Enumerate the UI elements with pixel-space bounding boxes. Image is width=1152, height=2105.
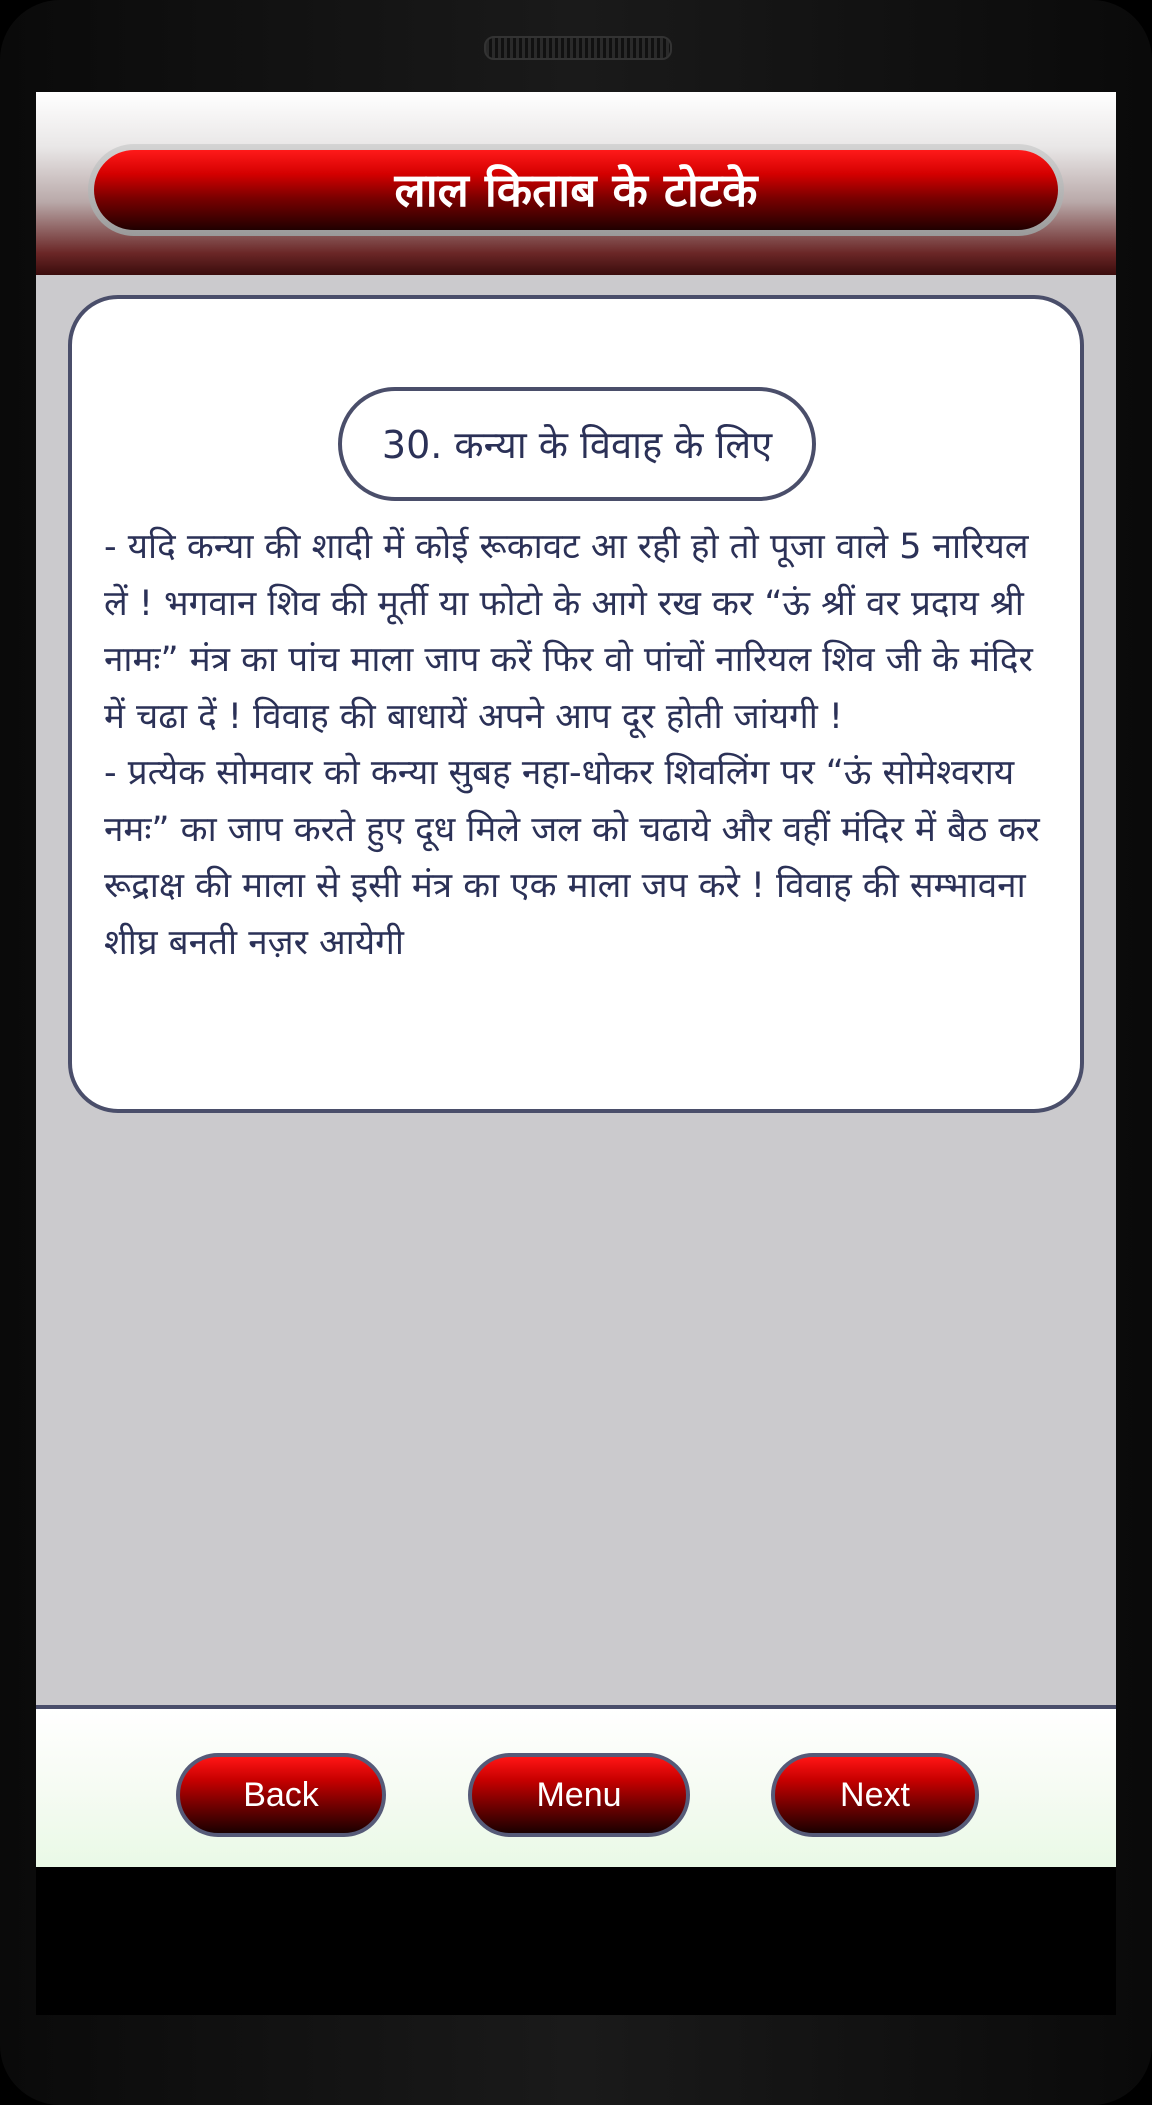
back-button[interactable]: [176, 1753, 386, 1837]
title-banner-inner: [94, 150, 1058, 230]
app-screen: [36, 92, 1116, 2015]
speaker-grille: [484, 36, 672, 60]
article-card: [68, 295, 1084, 1113]
app-header: [36, 92, 1116, 275]
menu-button[interactable]: [468, 1753, 690, 1837]
chapter-title: 30. कन्या के विवाह के लिए: [381, 423, 773, 467]
navigation-footer: [36, 1705, 1116, 1867]
next-button[interactable]: [771, 1753, 979, 1837]
title-banner: [88, 144, 1064, 236]
bottom-blank-area: [36, 1867, 1116, 2015]
chapter-title-pill: [338, 387, 816, 501]
article-paragraph: - यदि कन्या की शादी में कोई रूकावट आ रही हो तो पूजा वाले 5 नारियल लें ! भगवान शिव की मूर्ती या फोटो के आगे रख कर “ऊं श्रीं वर प्रदाय श्री नामः” मंत्र का पांच माला जाप करें फिर वो पांचों नारियल शिव जी के मंदिर में चढा दें ! विवाह की बाधायें अपने आप दूर होती जांयगी !: [104, 527, 1033, 737]
app-title: लाल किताब के टोटके: [394, 163, 758, 217]
next-button-label: Next: [840, 1775, 910, 1814]
article-paragraph: - प्रत्येक सोमवार को कन्या सुबह नहा-धोकर शिवलिंग पर “ऊं सोमेश्वराय नमः” का जाप करते हुए दूध मिले जल को चढाये और वहीं मंदिर में बैठ कर रूद्राक्ष की माला से इसी मंत्र का एक माला जप करे ! विवाह की सम्भावना शीघ्र बनती नज़र आयेगी: [104, 753, 1040, 963]
back-button-label: Back: [243, 1775, 319, 1814]
article-body: [104, 519, 1054, 971]
menu-button-label: Menu: [536, 1775, 622, 1814]
content-area[interactable]: [36, 275, 1116, 1705]
